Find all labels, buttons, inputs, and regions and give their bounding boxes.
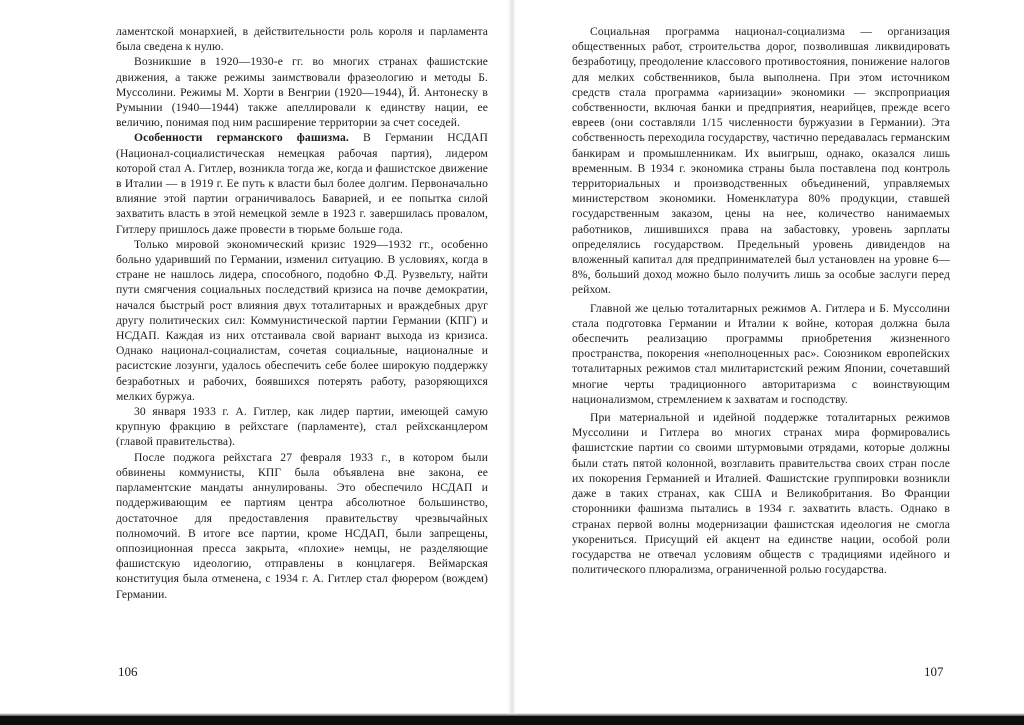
right-page	[572, 24, 950, 577]
book-gutter	[508, 0, 516, 725]
paragraph-text: В Германии НСДАП (Национал-социалистическая немецкая рабочая партия), лидером которой стал А. Гитлер, возникла тогда же, когда и фашистское движение в Италии — в 1919 г. Ее путь к власти был более долгим. Первоначально влияние этой партии ограничивалось Баварией, и ее попытка силой захватить власть в этой немецкой земле в 1923 г. завершилась провалом, Гитлеру пришлось даже провести в тюрьме больше года.	[116, 131, 488, 236]
paragraph: 30 января 1933 г. А. Гитлер, как лидер партии, имеющей самую крупную фракцию в рейхстаге (парламенте), стал рейхсканцлером (главой правительства).	[116, 405, 488, 449]
paragraph: При материальной и идейной поддержке тоталитарных режимов Муссолини и Гитлера во многих странах мира формировались фашистские партии со своими штурмовыми отрядами, которые должны были стать пятой колонной, возглавить правительства своих стран после их покорения Германией и Италией. Фашистские группировки возникли даже в таких странах, как США и Великобритания. Во Франции сторонники фашизма пытались в 1934 г. захватить власть. Однако в странах первой волны модернизации фашистская идеология не смогла укорениться. Присущий ей акцент на единстве нации, особой роли государства не отвечал условиям обществ с традициями идейного и политического плюрализма, ограниченной ролью государства.	[572, 411, 950, 577]
paragraph: После поджога рейхстага 27 февраля 1933 г., в котором были обвинены коммунисты, КПГ была объявлена вне закона, ее парламентские мандаты аннулированы. Это обеспечило НСДАП и поддерживающим ее партиям центра абсолютное большинство, достаточное для предоставления правительству чрезвычайных полномочий. В итоге все партии, кроме НСДАП, были запрещены, оппозиционная пресса закрыта, «плохие» немцы, не разделяющие фашистскую идеологию, отправлены в концлагеря. Веймарская конституция была отменена, с 1934 г. А. Гитлер стал фюрером (вождем) Германии.	[116, 450, 488, 601]
paragraph: Только мировой экономический кризис 1929—1932 гг., особенно больно ударивший по Германии, изменил ситуацию. В условиях, когда в стране не нашлось лидера, способного, подобно Ф.Д. Рузвельту, найти пути смягчения социальных последствий кризиса на почве демократии, начался быстрый рост влияния двух тоталитарных и враждебных друг другу политических сил: Коммунистической партии Германии (КПГ) и НСДАП. Каждая из них отстаивала свой вариант выхода из кризиса. Однако национал-социалистам, сочетая социальные, националные и расистские лозунги, удалось обеспечить себе более широкую поддержку безработных и рабочих, боявшихся потерять работу, разоряющихся мелких буржуа.	[116, 237, 488, 403]
left-page	[116, 24, 488, 602]
paragraph: Возникшие в 1920—1930-е гг. во многих странах фашистские движения, а также режимы заимствовали фразеологию и методы Б. Муссолини. Режимы М. Хорти в Венгрии (1920—1944), Й. Антонеску в Румынии (1940—1944) также апеллировали к единству нации, ее величию, понимая под ним расширение территории за счет соседей.	[116, 55, 488, 130]
paragraph: Социальная программа национал-социализма — организация общественных работ, строительства дорог, позволившая ликвидировать безработицу, преодоление классового противостояния, понижение налогов для мелких собственников, была выполнена. При этом источником средств стала программа «ариизации» экономики — экспроприация собственности, включая банки и предприятия, неарийцев, прежде всего евреев (они составляли 1/15 численности буржуазии в Германии). Эта собственность переходила государству, частично передавалась германским банкирам и промышленникам. Их выигрыш, однако, оказался лишь временным. В 1934 г. экономика страны была поставлена под контроль территориальных и производственных объединений, управляемых министерством экономики. Номенклатура 80% продукции, ставшей государственным заказом, цены на нее, количество нанимаемых работников, лишившихся права на забастовку, уровень зарплаты определялись государством. Предельный уровень дивидендов на вложенный капитал для предпринимателей был установлен на уровне 6—8%, больший доход можно было получить лишь за особые заслуги перед рейхом.	[572, 25, 951, 297]
paragraph: Главной же целью тоталитарных режимов А. Гитлера и Б. Муссолини стала подготовка Германии и Италии к войне, которая должна была обеспечить реализацию программы приобретения жизненного пространства, покорения «неполноценных рас». Союзником европейских тоталитарных режимов стал милитаристский режим Японии, сочетавший многие черты традиционного авторитаризма с воинствующим национализмом, стремлением к захватам и господству.	[572, 301, 950, 406]
scan-edge	[0, 716, 1024, 725]
page-number: 107	[924, 664, 944, 679]
section-paragraph	[116, 130, 488, 236]
section-heading: Особенности германского фашизма.	[134, 131, 349, 145]
page-number: 106	[118, 664, 138, 679]
paragraph: ламентской монархией, в действительности роль короля и парламента была сведена к нулю.	[116, 25, 488, 54]
